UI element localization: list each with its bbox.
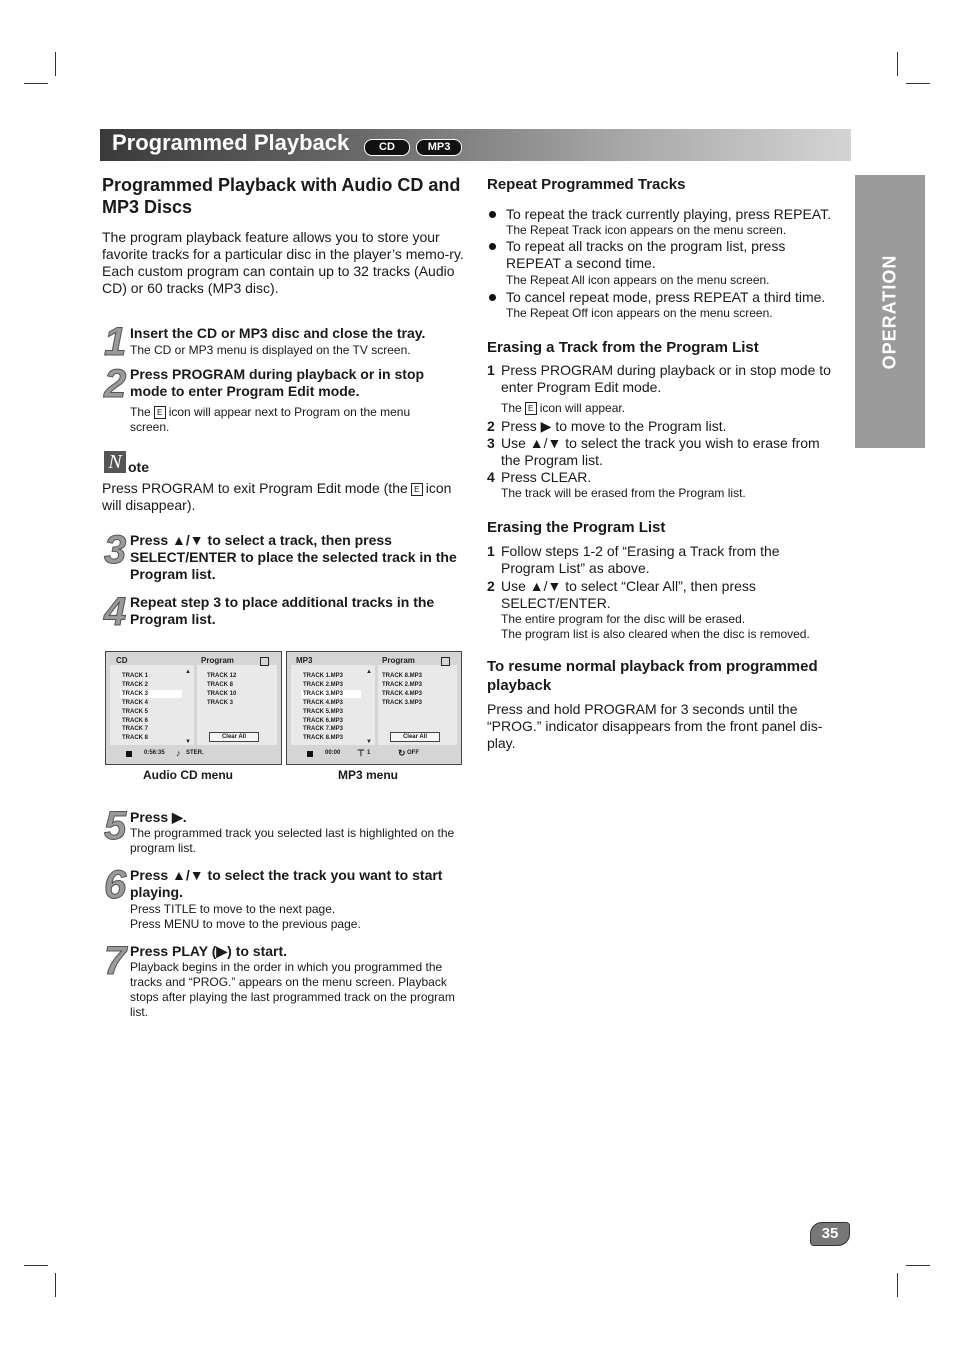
time-readout: 00:00	[325, 750, 341, 756]
erase-list-step-2-sub-1: The entire program for the disc will be erased.	[501, 612, 746, 626]
step1-title: Insert the CD or MP3 disc and close the tray.	[130, 325, 426, 341]
audio-mode: STER.	[186, 750, 204, 756]
audio-cd-menu-screen	[105, 651, 282, 765]
program-header: Program	[382, 656, 415, 665]
step7-title: Press PLAY (▶) to start.	[130, 943, 288, 959]
track-item[interactable]: TRACK 1	[122, 673, 149, 679]
program-edit-icon: E	[154, 406, 166, 419]
step4-title: Repeat step 3 to place additional tracks in the Program list.	[130, 594, 435, 627]
erase-track-step-3: Use ▲/▼ to select the track you wish to erase from the Program list.	[501, 435, 820, 468]
erase-list-step-2-sub-2: The program list is also cleared when the disc is removed.	[501, 627, 810, 641]
list-number: 4	[487, 469, 495, 485]
repeat-bullet-2: To repeat all tracks on the program list, press REPEAT a second time.	[506, 238, 786, 271]
repeat-icon: ↻	[398, 748, 406, 758]
list-number: 2	[487, 578, 495, 594]
erase-track-sub-before: The	[501, 401, 522, 415]
cd-badge: CD	[364, 139, 410, 156]
step5-text: The programmed track you selected last is highlighted on the program list.	[130, 826, 455, 855]
note-text	[102, 480, 462, 514]
step-number: 4	[104, 590, 127, 634]
note-text-before: Press PROGRAM to exit Program Edit mode (the	[102, 480, 408, 496]
stop-icon	[307, 751, 313, 757]
note-text-after: icon will disappear).	[102, 480, 452, 513]
track-count: 1	[367, 750, 371, 756]
track-item-selected[interactable]: TRACK 3	[120, 690, 182, 698]
track-item[interactable]: TRACK 1.MP3	[303, 673, 344, 679]
crop-mark	[897, 1273, 898, 1297]
program-edit-icon	[260, 657, 269, 666]
mp3-header: MP3	[296, 656, 313, 665]
list-number: 1	[487, 362, 495, 378]
crop-mark	[55, 52, 56, 76]
repeat-status: OFF	[407, 750, 419, 756]
page-title: Programmed Playback	[112, 130, 350, 155]
repeat-bullet-3: To cancel repeat mode, press REPEAT a third time.	[506, 289, 826, 305]
track-item[interactable]: TRACK 2.MP3	[303, 682, 344, 688]
step6-text-1: Press TITLE to move to the next page.	[130, 902, 336, 916]
step6-title: Press ▲/▼ to select the track you want to start playing.	[130, 867, 443, 900]
resume-title: To resume normal playback from programmed playback	[487, 658, 818, 694]
erase-track-step-4-sub: The track will be erased from the Program list.	[501, 486, 746, 500]
step1-text: The CD or MP3 menu is displayed on the TV screen.	[130, 343, 411, 357]
program-edit-icon: E	[411, 483, 423, 496]
erase-list-step-1: Follow steps 1-2 of “Erasing a Track from the Program List” as above.	[501, 543, 780, 576]
track-item[interactable]: TRACK 4.MP3	[303, 700, 344, 706]
step7-text: Playback begins in the order in which you programmed the tracks and “PROG.” appears on the menu screen. Playback stops after playing the last programmed track on the program list.	[130, 960, 455, 1019]
track-count-icon: ⊤	[357, 748, 365, 758]
program-header: Program	[201, 656, 234, 665]
step-number: 7	[104, 939, 127, 983]
step-number: 5	[104, 804, 127, 848]
step5-title: Press ▶.	[130, 809, 187, 825]
track-item[interactable]: TRACK 4	[122, 700, 149, 706]
program-item[interactable]: TRACK 10	[207, 691, 237, 697]
crop-mark	[55, 1273, 56, 1297]
track-item[interactable]: TRACK 7.MP3	[303, 726, 344, 732]
section-title: Programmed Playback with Audio CD and MP3 Discs	[102, 175, 461, 217]
crop-mark	[906, 1265, 930, 1266]
step-number: 6	[104, 863, 127, 907]
program-edit-icon: E	[525, 402, 537, 415]
audio-icon: ♪	[176, 748, 181, 758]
time-readout: 0:56:35	[144, 750, 165, 756]
page-number: 35	[810, 1222, 850, 1246]
repeat-bullet-1: To repeat the track currently playing, press REPEAT.	[506, 206, 831, 222]
step3-title: Press ▲/▼ to select a track, then press SELECT/ENTER to place the selected track in the Program list.	[130, 532, 457, 582]
crop-mark	[897, 52, 898, 76]
repeat-bullet-3-sub: The Repeat Off icon appears on the menu screen.	[506, 306, 773, 320]
scroll-down-icon[interactable]: ▼	[185, 739, 191, 745]
section-side-tab	[855, 175, 925, 448]
crop-mark	[906, 83, 930, 84]
resume-text: Press and hold PROGRAM for 3 seconds until the “PROG.” indicator disappears from the front panel dis-play.	[487, 701, 823, 751]
program-item[interactable]: TRACK 8	[207, 682, 234, 688]
mp3-badge: MP3	[416, 139, 462, 156]
intro-text: The program playback feature allows you to store your favorite tracks for a particular disc in the player’s memo-ry. Each custom program can contain up to 32 tracks (Audio CD) or 60 tracks (MP3 disc).	[102, 229, 464, 296]
erase-track-title: Erasing a Track from the Program List	[487, 339, 759, 356]
list-number: 3	[487, 435, 495, 451]
scroll-down-icon[interactable]: ▼	[366, 739, 372, 745]
program-item[interactable]: TRACK 12	[207, 673, 237, 679]
step-number: 2	[104, 362, 127, 406]
erase-list-title: Erasing the Program List	[487, 519, 666, 536]
clear-all-button[interactable]: Clear All	[209, 732, 259, 742]
list-number: 1	[487, 543, 495, 559]
note-label: ote	[128, 459, 149, 475]
track-item-selected[interactable]: TRACK 3.MP3	[301, 690, 361, 698]
bullet	[489, 211, 496, 218]
step-number: 1	[104, 320, 127, 364]
track-item[interactable]: TRACK 6.MP3	[303, 718, 344, 724]
track-item[interactable]: TRACK 8	[122, 735, 149, 741]
repeat-bullet-2-sub: The Repeat All icon appears on the menu screen.	[506, 273, 770, 287]
program-item[interactable]: TRACK 2.MP3	[382, 682, 423, 688]
program-item[interactable]: TRACK 3.MP3	[382, 700, 423, 706]
erase-list-step-2: Use ▲/▼ to select “Clear All”, then press SELECT/ENTER.	[501, 578, 756, 611]
repeat-title: Repeat Programmed Tracks	[487, 176, 686, 193]
step2-title: Press PROGRAM during playback or in stop mode to enter Program Edit mode.	[130, 366, 425, 399]
scroll-up-icon[interactable]: ▲	[185, 669, 191, 675]
erase-track-step-1-sub	[501, 401, 625, 416]
crop-mark	[24, 83, 48, 84]
erase-track-sub-after: icon will appear.	[539, 401, 626, 415]
program-item[interactable]: TRACK 8.MP3	[382, 673, 423, 679]
track-item[interactable]: TRACK 7	[122, 726, 149, 732]
program-item[interactable]: TRACK 3	[207, 700, 234, 706]
program-edit-icon	[441, 657, 450, 666]
track-item[interactable]: TRACK 5	[122, 709, 149, 715]
note-icon: N	[104, 451, 126, 473]
step2-text	[130, 405, 450, 435]
clear-all-button[interactable]: Clear All	[390, 732, 440, 742]
track-item[interactable]: TRACK 6	[122, 718, 149, 724]
list-number: 2	[487, 418, 495, 434]
bullet	[489, 243, 496, 250]
stop-icon	[126, 751, 132, 757]
crop-mark	[24, 1265, 48, 1266]
bullet	[489, 294, 496, 301]
step2-text-after: icon will appear next to Program on the menu screen.	[130, 405, 411, 434]
mp3-menu-caption: MP3 menu	[338, 768, 399, 782]
cd-header: CD	[116, 656, 128, 665]
mp3-menu-screen	[286, 651, 462, 765]
erase-track-step-4: Press CLEAR.	[501, 469, 592, 485]
scroll-up-icon[interactable]: ▲	[366, 669, 372, 675]
step-number: 3	[104, 528, 127, 572]
step6-text-2: Press MENU to move to the previous page.	[130, 917, 361, 931]
program-item[interactable]: TRACK 4.MP3	[382, 691, 423, 697]
audio-cd-menu-caption: Audio CD menu	[143, 768, 233, 782]
erase-track-step-1: Press PROGRAM during playback or in stop mode to enter Program Edit mode.	[501, 362, 831, 395]
side-tab-label: OPERATION	[879, 254, 900, 369]
track-item[interactable]: TRACK 5.MP3	[303, 709, 344, 715]
erase-track-step-2: Press ▶ to move to the Program list.	[501, 418, 727, 434]
track-item[interactable]: TRACK 8.MP3	[303, 735, 344, 741]
track-item[interactable]: TRACK 2	[122, 682, 149, 688]
repeat-bullet-1-sub: The Repeat Track icon appears on the menu screen.	[506, 223, 787, 237]
step2-text-before: The	[130, 405, 151, 419]
